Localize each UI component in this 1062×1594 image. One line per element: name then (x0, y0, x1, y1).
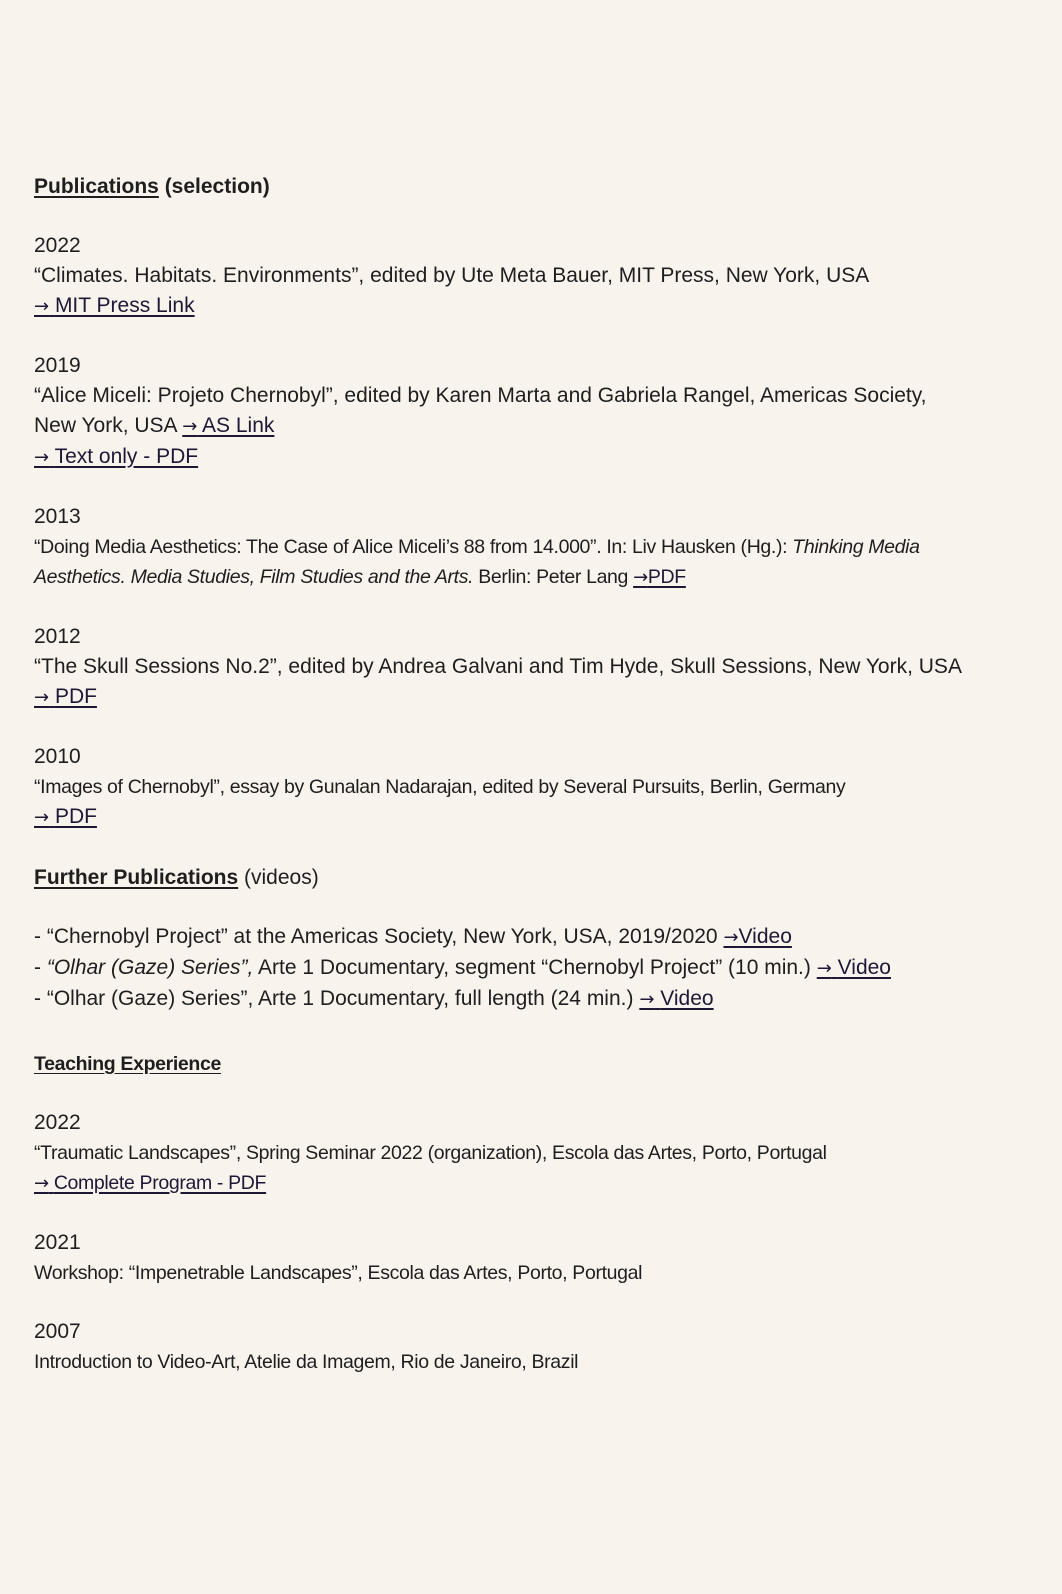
teaching-text: Workshop: “Impenetrable Landscapes”, Escola das Artes, Porto, Portugal (34, 1262, 643, 1284)
mit-press-link-label: MIT Press Link (54, 294, 195, 317)
publication-text: “Climates. Habitats. Environments”, edited by Ute Meta Bauer, MIT Press, New York, USA (34, 264, 870, 287)
complete-program-pdf-link[interactable] (34, 1172, 266, 1194)
arrow-right-icon: → (34, 807, 50, 828)
video-item-prefix: - (34, 956, 47, 979)
arrow-right-icon: → (182, 416, 198, 437)
video-item-italic: “Olhar (Gaze) Series”, (46, 956, 254, 979)
arrow-right-icon: → (34, 447, 50, 468)
images-of-chernobyl-pdf-link[interactable] (34, 805, 97, 828)
video-link-label: Video (738, 925, 792, 948)
arrow-right-icon: → (816, 958, 832, 979)
publication-text: “Images of Chernobyl”, essay by Gunalan Nadarajan, edited by Several Pursuits, Berlin, Germany (34, 776, 846, 798)
teaching-year: 2022 (34, 1111, 81, 1134)
publications-heading-suffix: (selection) (158, 175, 270, 198)
video-item-text: Arte 1 Documentary, segment “Chernobyl Project” (10 min.) (253, 956, 817, 979)
complete-program-pdf-link-label: Complete Program - PDF (53, 1172, 267, 1194)
video-list-item (34, 984, 1034, 1015)
publication-year: 2022 (34, 234, 81, 257)
publication-text-italic: Thinking Media (792, 536, 920, 558)
arrow-right-icon: → (723, 927, 739, 948)
publication-year: 2013 (34, 505, 81, 528)
text-only-pdf-link[interactable] (34, 445, 198, 468)
doing-media-aesthetics-pdf-link[interactable] (633, 566, 686, 588)
publication-text: Berlin: Peter Lang (473, 566, 634, 588)
publication-year: 2019 (34, 354, 81, 377)
cv-page (34, 172, 1034, 1377)
publication-text: “Alice Miceli: Projeto Chernobyl”, edited by Karen Marta and Gabriela Rangel, Americas Society, (34, 384, 927, 407)
publication-text: “Doing Media Aesthetics: The Case of Alice Miceli’s 88 from 14.000”. In: Liv Hausken (Hg.): (34, 536, 793, 558)
publication-year: 2010 (34, 745, 81, 768)
publications-heading (34, 172, 1034, 202)
publication-year: 2012 (34, 625, 81, 648)
mit-press-link[interactable] (34, 294, 195, 317)
teaching-experience-heading (34, 1049, 1034, 1079)
teaching-text: Introduction to Video-Art, Atelie da Imagem, Rio de Janeiro, Brazil (34, 1351, 579, 1373)
pdf-link-label: PDF (54, 805, 97, 828)
arrow-right-icon: → (34, 296, 50, 317)
teaching-year: 2007 (34, 1320, 81, 1343)
text-only-pdf-link-label: Text only - PDF (54, 445, 199, 468)
video-link-label: Video (660, 987, 714, 1010)
as-link-label: AS Link (202, 414, 275, 437)
arrow-right-icon: → (633, 567, 648, 588)
teaching-experience-heading-title: Teaching Experience (34, 1053, 221, 1075)
further-publications-heading-title: Further Publications (34, 866, 239, 889)
further-publications-heading (34, 863, 1034, 893)
video-list-item (34, 953, 1034, 984)
as-link[interactable] (182, 414, 274, 437)
arrow-right-icon: → (34, 1173, 49, 1194)
publication-text: New York, USA (34, 414, 183, 437)
publication-text: “The Skull Sessions No.2”, edited by Andrea Galvani and Tim Hyde, Skull Sessions, New York, USA (34, 655, 962, 678)
pdf-link-label: PDF (54, 685, 97, 708)
arrow-right-icon: → (639, 989, 655, 1010)
video-item-text: - “Olhar (Gaze) Series”, Arte 1 Documentary, full length (24 min.) (34, 987, 640, 1010)
further-publications-heading-suffix: (videos) (238, 866, 319, 889)
skull-sessions-pdf-link[interactable] (34, 685, 97, 708)
pdf-link-label: PDF (647, 566, 686, 588)
video-link[interactable] (817, 956, 891, 979)
video-item-text: - “Chernobyl Project” at the Americas Society, New York, USA, 2019/2020 (34, 925, 724, 948)
publication-text-italic: Aesthetics. Media Studies, Film Studies and the Arts. (34, 566, 474, 588)
teaching-text: “Traumatic Landscapes”, Spring Seminar 2022 (organization), Escola das Artes, Porto, Portugal (34, 1142, 827, 1164)
video-link-label: Video (837, 956, 891, 979)
video-list-item (34, 922, 1034, 953)
publications-heading-title: Publications (34, 175, 159, 198)
video-link[interactable] (723, 925, 791, 948)
video-link[interactable] (639, 987, 713, 1010)
arrow-right-icon: → (34, 687, 50, 708)
teaching-year: 2021 (34, 1231, 81, 1254)
